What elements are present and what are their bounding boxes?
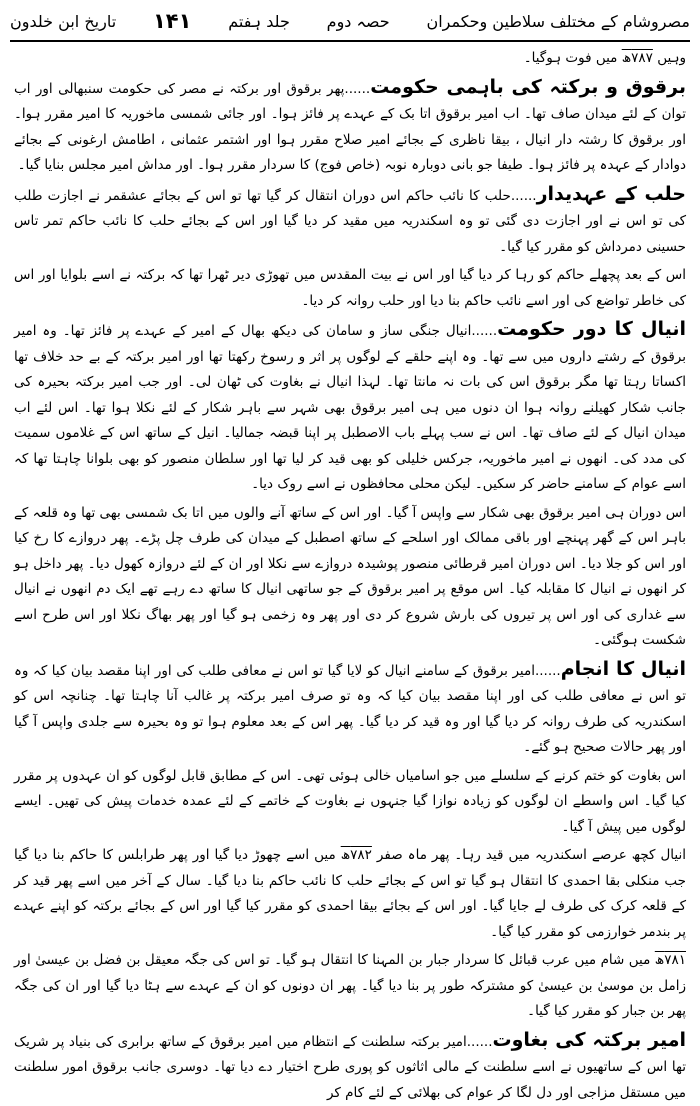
section-heading: حلب کے عہدیدار (537, 183, 686, 205)
running-title: مصروشام کے مختلف سلاطین وحکمران (426, 12, 690, 31)
paragraph: ۷۸۱ھ میں شام میں عرب قبائل کا سردار جبار بن المہنا کا انتقال ہو گیا۔ تو اس کی جگہ معیقل بن فضل بن عیسیٰ اور زامل بن موسیٰ بن عیسیٰ کو مشترکہ طور پر بنا دیا گیا۔ پھر ان دونوں کو ان کے عہدے سے ہٹا دیا گیا اور ان کی جگہ پھر بن جبار کو مقرر کیا گیا۔ (14, 948, 686, 1025)
hijri-date: ۷۸۷ھ (622, 50, 653, 66)
section-heading: انیال کا دور حکومت (497, 318, 686, 340)
hijri-date: ۷۸۱ھ (655, 952, 686, 968)
paragraph: انیال کا انجام......امیر برقوق کے سامنے انیال کو لایا گیا تو اس نے معافی طلب کی اور اپنا مقصد بیان کیا کہ وہ تو اس نے معافی طلب کی اور اپنا مقصد بیان کیا کہ وہ تو صرف امیر برکتہ پر غالب آنا چاہتا تھا۔ چنانچہ اس کو اسکندریہ کی طرف روانہ کر دیا گیا اور وہ قید کر دیا گیا۔ پھر اس کے بعد معلوم ہوا تو وہ بحیرہ سے جلدی واپس آ گیا اور پھر حالات صحیح ہو گئے۔ (14, 657, 686, 761)
book-title: تاریخ ابن خلدون (10, 12, 116, 31)
page-body (14, 46, 686, 963)
paragraph: حلب کے عہدیدار......حلب کا نائب حاکم اس دوران انتقال کر گیا تھا تو اس کے بجائے عشقمر نے اجازت طلب کی تو اس نے اور اجازت دی گئی تو وہ اسکندریہ میں مقید کر دیا گیا اور اس کے بجائے حلب کا نائب حاکم تمر تاس حسینی دمرداش کو مقرر کیا گیا۔ (14, 182, 686, 261)
paragraph: برقوق و برکتہ کی باہمی حکومت......پھر برقوق اور برکتہ نے مصر کی حکومت سنبھالی اور اب توان کے لئے میدان صاف تھا۔ اب امیر برقوق اتا بک کے عہدے پر فائز ہوا۔ اور جائی شمسی ماخوریہ کا امیر مقرر ہوا۔ اور برقوق کا رشتہ دار انیال ، بیقا ناظری کے بجائے امیر صلاح مقرر ہوا اور اشتمر عثمانی ، اطامش ارغونی کے بجائے دوادار کے عہدہ پر فائز ہوا۔ طیفا جو بانی دوبارہ نوبہ (خاص فوج) کا سردار مقرر ہوا۔ اور مداش امیر مجلس بنایا گیا۔ (14, 75, 686, 179)
paragraph: وہیں ۷۸۷ھ میں فوت ہوگیا۔ (14, 46, 686, 72)
paragraph: انیال کچھ عرصے اسکندریہ میں قید رہا۔ پھر ماہ صفر ۷۸۲ھ میں اسے چھوڑ دیا گیا اور پھر طرابلس کا حاکم بنا دیا گیا جب منکلی بقا احمدی کا انتقال ہو گیا تو اس کے بجائے حلب کا نائب حاکم بنا دیا گیا۔ سال کے آخر میں اسے پھر قید کر کے قلعہ کرک کی طرف لے جایا گیا۔ اور اس کے بجائے بیقا احمدی کو مقرر کیا گیا اور اس کے بجائے برکتہ کو اپنے عہدے پر بندمر خوارزمی کو مقرر کیا گیا۔ (14, 843, 686, 945)
paragraph: اس بغاوت کو ختم کرنے کے سلسلے میں جو اسامیاں خالی ہوئی تھی۔ اس کے مطابق قابل لوگوں کو ان عہدوں پر مقرر کیا گیا۔ اس واسطے ان لوگوں کو زیادہ نوازا گیا جنہوں نے بغاوت کے خاتمے کے لئے عمدہ خدمات پیش کی تھیں۔ ایسے لوگوں میں پیش آ گیا۔ (14, 764, 686, 841)
paragraph: اس کے بعد پچھلے حاکم کو رہا کر دیا گیا اور اس نے بیت المقدس میں تھوڑی دیر ٹھرا تھا کہ برکتہ نے اسے بلوایا اور اس کی خاطر تواضع کی اور اسے نائب حاکم بنا دیا اور حلب روانہ کر دیا۔ (14, 263, 686, 314)
part-label: حصہ دوم (327, 12, 390, 31)
header-rule (10, 40, 690, 42)
page-number: ۱۴۱ (153, 9, 191, 33)
section-heading: امیر برکتہ کی بغاوت (493, 1029, 687, 1051)
paragraph: انیال کا دور حکومت......انیال جنگی ساز و سامان کی دیکھ بھال کے امیر کے عہدے پر فائز تھا۔ وہ امیر برقوق کے رشتے داروں میں سے تھا۔ وہ اپنے حلقے کے لوگوں پر اثر و رسوخ رکھتا تھا اور امیر برکتہ کے بے حد خلاف تھا اکساتا رہتا تھا مگر برقوق اس کی بات نہ مانتا تھا۔ لہذا انیال نے بغاوت کی ٹھان لی۔ اور جب امیر برکتہ بحیرہ کی جانب شکار کھیلنے روانہ ہوا ان دنوں میں ہی امیر برقوق بھی شہر سے باہر شکار کے لئے نکلا ہوا تھا۔ اس لئے اب میدان انیال کے لئے صاف تھا۔ اس نے سب پہلے باب الاصطبل پر اپنا قبضہ جمالیا۔ انیل کے ساتھ اس کے غلاموں سمیت کی مدد کی۔ انھوں نے امیر ماخوریہ، جرکس خلیلی کو بھی قید کر لیا تھا اور سلطان منصور کو بھی بلوانا چاہتا تھا کہ اسے عوام کے سامنے حاضر کر سکیں۔ لیکن محلی محافظوں نے اسے روک دیا۔ (14, 317, 686, 498)
section-heading: انیال کا انجام (561, 658, 686, 680)
paragraph: امیر برکتہ کی بغاوت......امیر برکتہ سلطنت کے انتظام میں امیر برقوق کے ساتھ برابری کی بنیاد پر شریک تھا اس کے ساتھیوں نے اسے سلطنت کے مالی اثاثوں کو پوری طرح اختیار دے دیا تھا۔ دوسری جانب برقوق امور سلطنت میں مستقل مزاجی اور دل لگا کر عوام کی بھلائی کے لئے کام کر (14, 1028, 686, 1106)
paragraph: اس دوران ہی امیر برقوق بھی شکار سے واپس آ گیا۔ اور اس کے ساتھ آنے والوں میں اتا بک شمسی بھی تھا وہ قلعہ کے باہر اس کے گھر پہنچے اور باقی ممالک اور اسلحے کے ساتھ اصطبل کے میدان کی طرف چل پڑے۔ پھر دروازے کا رخ کیا اور اس کو جلا دیا۔ اس دوران امیر قرطائی منصور پوشیدہ دروازے سے نکلا اور ان کے لئے دروازہ کھول دیا۔ پھر داخل ہو کر انھوں نے انیال کا مقابلہ کیا۔ اس موقع پر امیر برقوق کے جو ساتھی انیال کا ساتھ دے رہے تھے ایک دم انھوں نے انیال سے غداری کی اور اس پر تیروں کی بارش شروع کر دی اور پھر وہ زخمی ہو گیا اور پھر بھاگ نکلا اور اس طرح اسے شکست ہوگئی۔ (14, 501, 686, 654)
hijri-date: ۷۸۲ھ (341, 847, 372, 863)
page-header (10, 4, 690, 38)
volume-label: جلد ہفتم (228, 12, 290, 31)
section-heading: برقوق و برکتہ کی باہمی حکومت (370, 76, 686, 98)
